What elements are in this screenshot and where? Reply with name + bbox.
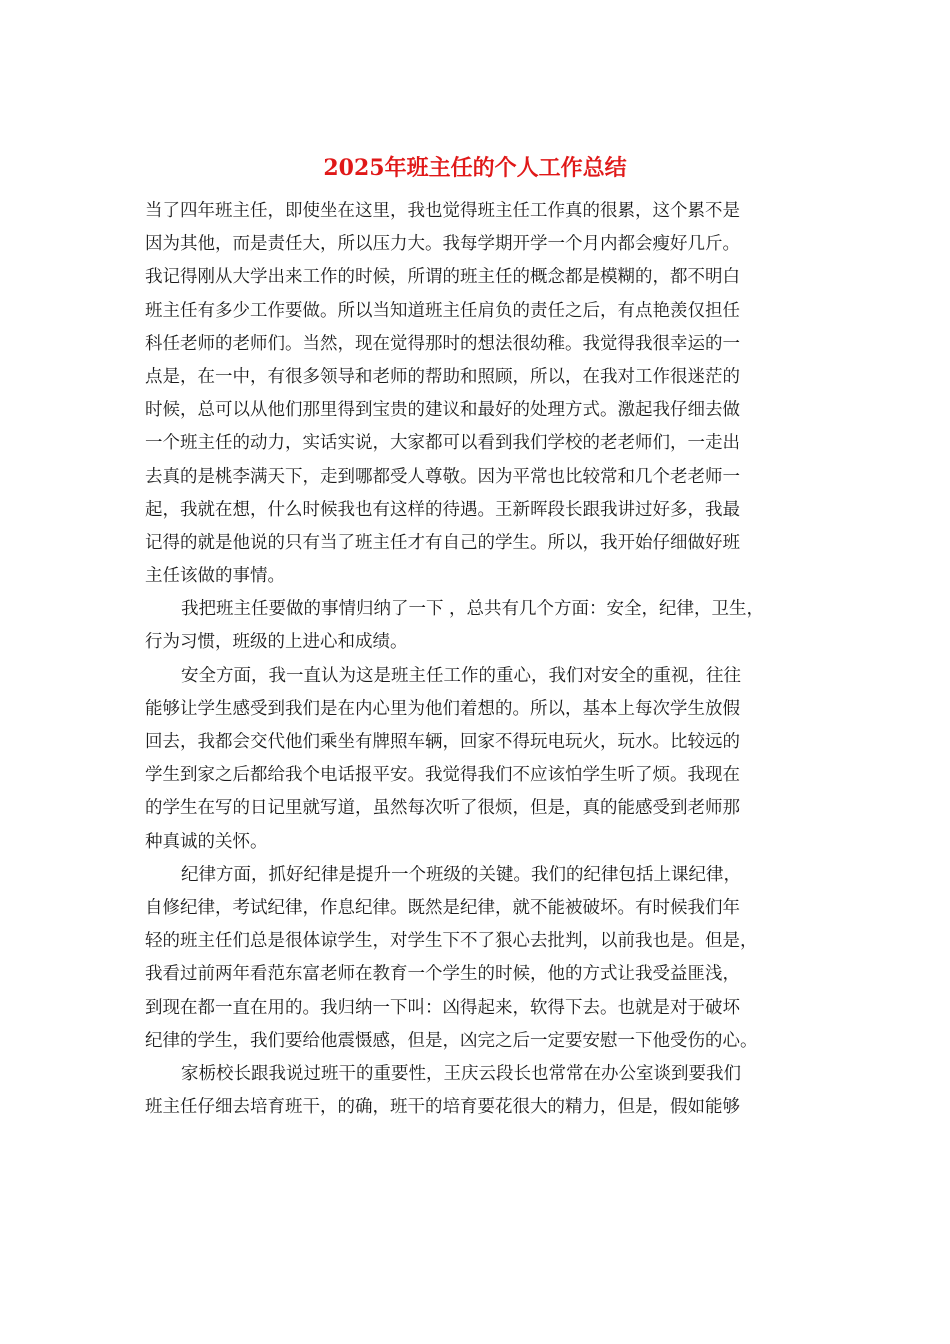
text-line: 点是，在一中，有很多领导和老师的帮助和照顾，所以，在我对工作很迷茫的 xyxy=(145,366,740,387)
text-line: 自修纪律，考试纪律，作息纪律。既然是纪律，就不能被破坏。有时候我们年 xyxy=(145,897,740,918)
text-line: 的学生在写的日记里就写道，虽然每次听了很烦，但是，真的能感受到老师那 xyxy=(145,798,740,819)
text-line: 去真的是桃李满天下，走到哪都受人尊敬。因为平常也比较常和几个老老师一 xyxy=(145,466,740,487)
text-line: 班主任仔细去培育班干，的确，班干的培育要花很大的精力，但是，假如能够 xyxy=(145,1097,740,1118)
text-line: 主任该做的事情。 xyxy=(145,566,285,587)
text-line-paragraph-start: 家栃校长跟我说过班干的重要性，王庆云段长也常常在办公室谈到要我们 xyxy=(181,1063,741,1084)
text-line: 起，我就在想，什么时候我也有这样的待遇。王新晖段长跟我讲过好多，我最 xyxy=(145,499,740,520)
text-line: 时候，总可以从他们那里得到宝贵的建议和最好的处理方式。激起我仔细去做 xyxy=(145,400,740,421)
text-line: 行为习惯，班级的上进心和成绩。 xyxy=(145,632,408,653)
text-line: 轻的班主任们总是很体谅学生，对学生下不了狠心去批判，以前我也是。但是， xyxy=(145,931,758,952)
text-line: 学生到家之后都给我个电话报平安。我觉得我们不应该怕学生听了烦。我现在 xyxy=(145,765,740,786)
text-line: 到现在都一直在用的。我归纳一下叫：凶得起来，软得下去。也就是对于破坏 xyxy=(145,997,740,1018)
text-line: 回去，我都会交代他们乘坐有牌照车辆，回家不得玩电玩火，玩水。比较远的 xyxy=(145,732,740,752)
text-line: 一个班主任的动力，实话实说，大家都可以看到我们学校的老老师们，一走出 xyxy=(145,433,740,454)
text-line: 种真诚的关怀。 xyxy=(145,831,268,852)
text-line: 能够让学生感受到我们是在内心里为他们着想的。所以，基本上每次学生放假 xyxy=(145,698,740,719)
text-line: 科任老师的老师们。当然，现在觉得那时的想法很幼稚。我觉得我很幸运的一 xyxy=(145,333,740,354)
text-line-paragraph-start: 我把班主任要做的事情归纳了一下 ，总共有几个方面：安全，纪律，卫生， xyxy=(181,599,765,620)
text-line: 我记得刚从大学出来工作的时候，所谓的班主任的概念都是模糊的，都不明白 xyxy=(145,267,740,288)
text-line-paragraph-start: 纪律方面，抓好纪律是提升一个班级的关键。我们的纪律包括上课纪律， xyxy=(181,864,741,885)
document-body xyxy=(145,195,830,1124)
document-title: 2025年班主任的个人工作总结 xyxy=(323,155,627,181)
text-line: 班主任有多少工作要做。所以当知道班主任肩负的责任之后，有点艳羡仅担任 xyxy=(145,300,740,321)
text-line-paragraph-start: 安全方面，我一直认为这是班主任工作的重心，我们对安全的重视，往往 xyxy=(181,665,741,686)
text-line: 当了四年班主任，即使坐在这里，我也觉得班主任工作真的很累，这个累不是 xyxy=(145,201,740,221)
text-line: 我看过前两年看范东富老师在教育一个学生的时候，他的方式让我受益匪浅， xyxy=(145,964,740,985)
text-line: 因为其他，而是责任大，所以压力大。我每学期开学一个月内都会瘦好几斤。 xyxy=(145,234,740,255)
text-line: 记得的就是他说的只有当了班主任才有自己的学生。所以，我开始仔细做好班 xyxy=(145,532,740,553)
text-line: 纪律的学生，我们要给他震慑感，但是，凶完之后一定要安慰一下他受伤的心。 xyxy=(145,1030,758,1051)
